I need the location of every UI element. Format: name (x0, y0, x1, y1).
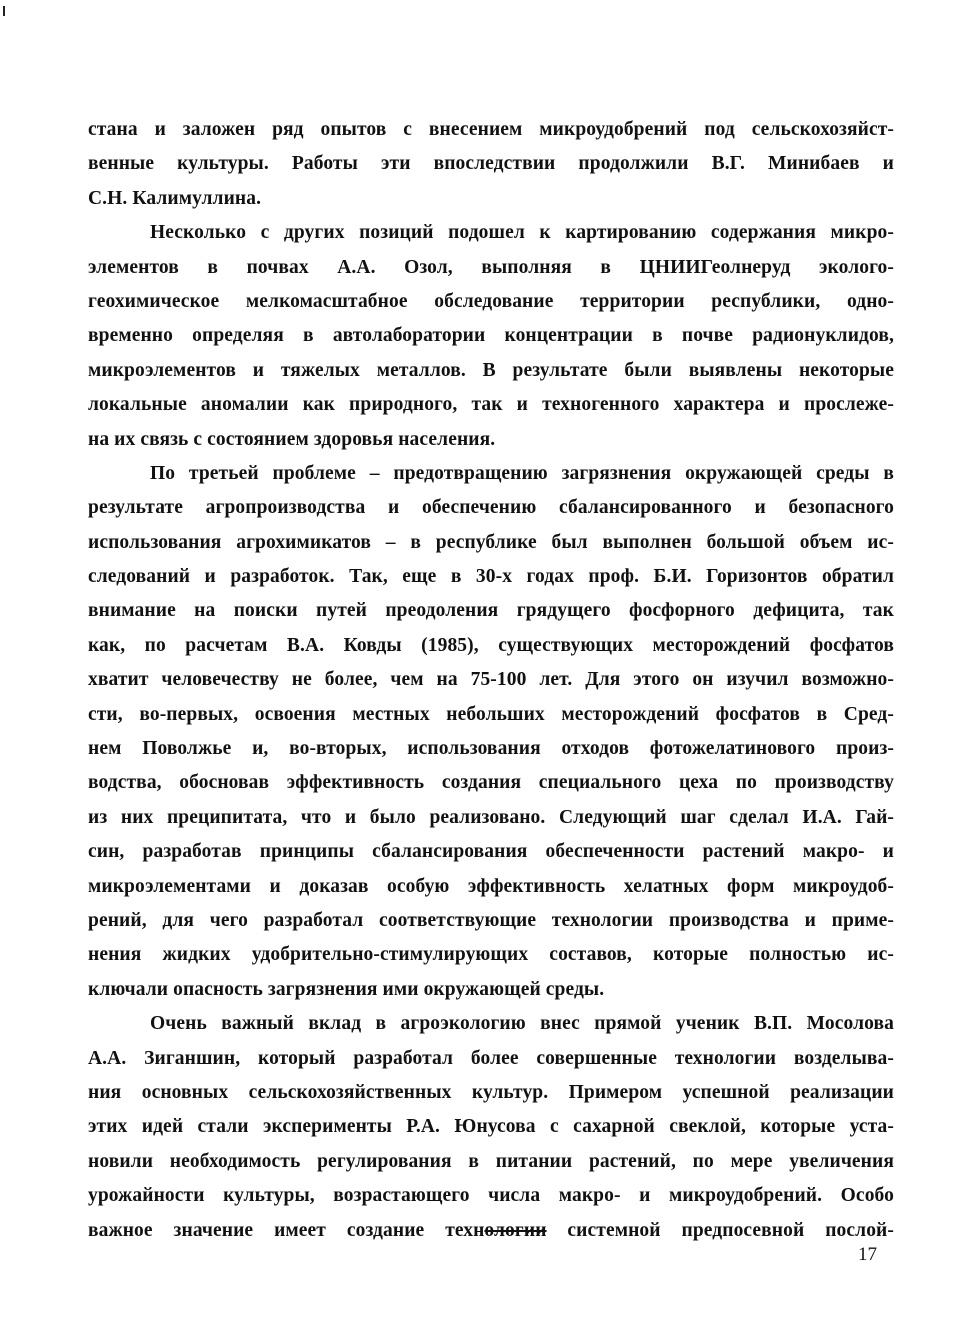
text-line: из них преципитата, что и было реализовано. Следующий шаг сделал И.А. Гай- (88, 806, 894, 828)
text-line: урожайности культуры, возрастающего числа макро- и микроудобрений. Особо (88, 1185, 894, 1207)
paragraph (88, 113, 894, 216)
text-line: микроэлементами и доказав особую эффективность хелатных форм микроудоб- (88, 875, 894, 897)
scan-artifact (3, 6, 5, 16)
page-number: 17 (858, 1244, 877, 1265)
text-line: на их связь с состоянием здоровья населения. (88, 428, 496, 450)
text-line: микроэлементов и тяжелых металлов. В результате были выявлены некоторые (88, 359, 894, 381)
text-line: венные культуры. Работы эти впоследствии продолжили В.Г. Минибаев и (88, 153, 894, 175)
text-line: стана и заложен ряд опытов с внесением микроудобрений под сельскохозяйст- (88, 119, 894, 140)
text-line: временно определяя в автолаборатории концентрации в почве радионуклидов, (88, 325, 894, 347)
text-line: элементов в почвах А.А. Озол, выполняя в ЦНИИГеолнеруд эколого- (88, 256, 894, 278)
paragraph (88, 457, 894, 1007)
text-line: как, по расчетам В.А. Ковды (1985), существующих месторождений фосфатов (88, 634, 894, 656)
text-line: нем Поволжье и, во-вторых, использования отходов фотожелатинового произ- (88, 738, 894, 760)
paragraph (88, 1007, 894, 1248)
text-line: геохимическое мелкомасштабное обследование территории республики, одно- (88, 290, 894, 312)
text-line: хватит человечеству не более, чем на 75-100 лет. Для этого он изучил возможно- (88, 669, 894, 691)
text-line: А.А. Зиганшин, который разработал более совершенные технологии возделыва- (88, 1047, 894, 1069)
text-line: По третьей проблеме – предотвращению загрязнения окружающей среды в (150, 462, 894, 484)
body-text (88, 113, 894, 1248)
text-line: син, разработав принципы сбалансирования обеспеченности растений макро- и (88, 841, 894, 863)
text-line: водства, обосновав эффективность создания специального цеха по производству (88, 772, 894, 794)
text-fragment: важное значение имеет создание техн (88, 1219, 485, 1241)
struck-text-fragment: ологии (484, 1219, 547, 1241)
text-line (88, 1214, 894, 1248)
text-line: ния основных сельскохозяйственных культур. Примером успешной реализации (88, 1081, 894, 1103)
text-line: Очень важный вклад в агроэкологию внес прямой ученик В.П. Мосолова (150, 1013, 894, 1035)
text-line: рений, для чего разработал соответствующие технологии производства и приме- (88, 909, 894, 931)
text-line: сти, во-первых, освоения местных небольших месторождений фосфатов в Сред- (88, 703, 894, 725)
text-line: Несколько с других позиций подошел к картированию содержания микро- (150, 222, 894, 244)
text-fragment: системной предпосевной послой- (546, 1219, 894, 1241)
text-line: новили необходимость регулирования в питании растений, по мере увеличения (88, 1150, 894, 1172)
text-line: этих идей стали эксперименты Р.А. Юнусова с сахарной свеклой, которые уста- (88, 1116, 894, 1138)
text-line: локальные аномалии как природного, так и техногенного характера и прослеже- (88, 394, 894, 416)
paragraph (88, 216, 894, 457)
text-line: нения жидких удобрительно-стимулирующих составов, которые полностью ис- (88, 944, 894, 966)
text-line: использования агрохимикатов – в республике был выполнен большой объем ис- (88, 531, 894, 553)
text-line: С.Н. Калимуллина. (88, 187, 262, 209)
text-line: внимание на поиски путей преодоления грядущего фосфорного дефицита, так (88, 600, 894, 622)
text-line: результате агропроизводства и обеспечению сбалансированного и безопасного (88, 497, 894, 519)
text-line: следований и разработок. Так, еще в 30-х годах проф. Б.И. Горизонтов обратил (88, 566, 894, 588)
text-line: ключали опасность загрязнения ими окружающей среды. (88, 978, 605, 1000)
